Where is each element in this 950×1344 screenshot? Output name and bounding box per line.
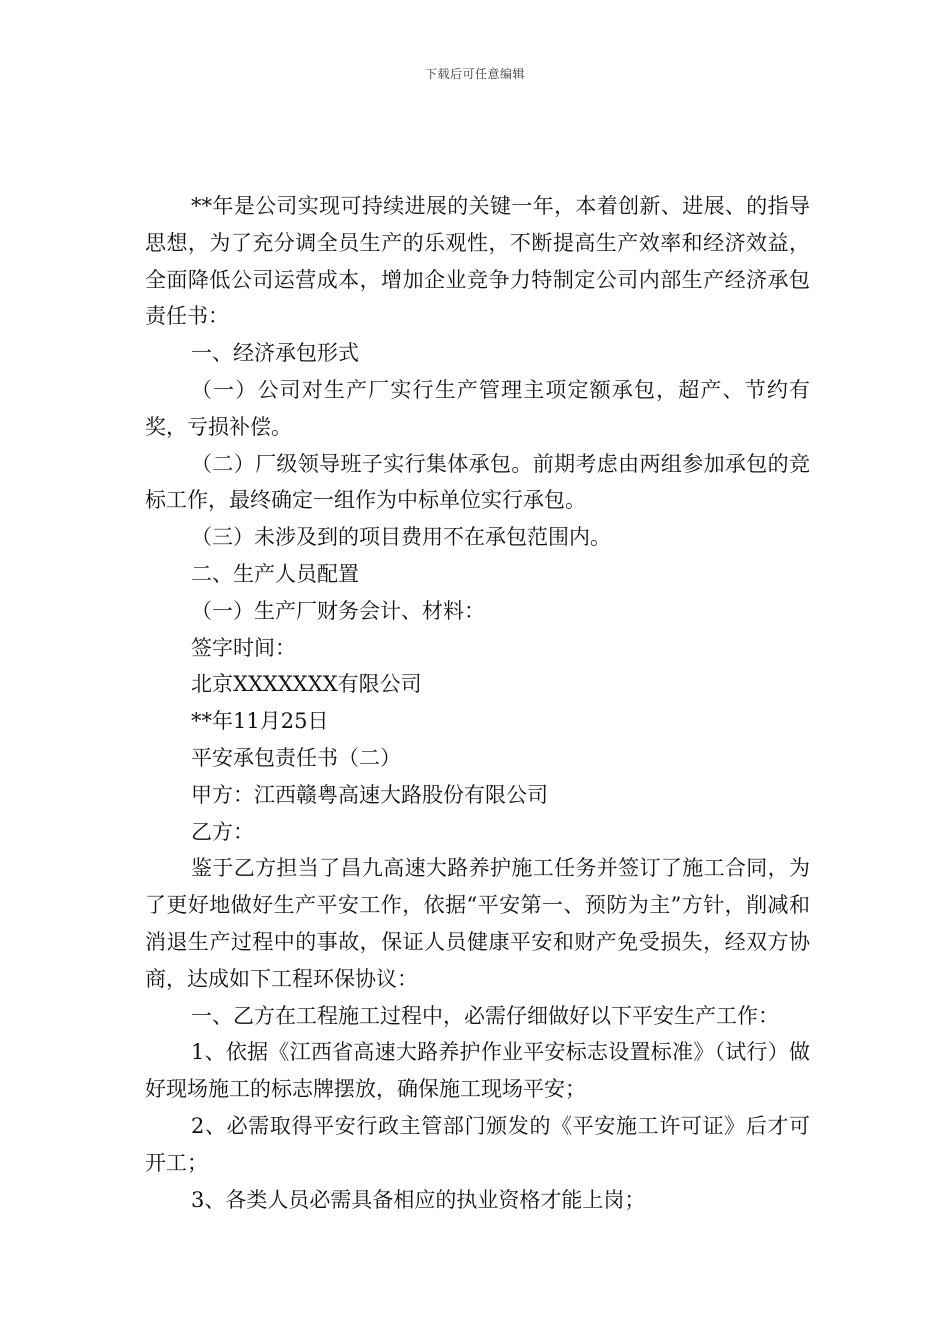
party-a: 甲方：江西赣粤高速大路股份有限公司	[191, 782, 548, 807]
document-body	[145, 188, 810, 1218]
paragraph-item-1-3: （三）未涉及到的项目费用不在承包范围内。	[191, 525, 611, 550]
document-title-2: 平安承包责任书（二）	[191, 745, 401, 770]
document-date: **年11月25日	[191, 709, 329, 734]
paragraph-intro: **年是公司实现可持续进展的关键一年，本着创新、进展、的指导思想，为了充分调全员生产的乐观性，不断提高生产效率和经济效益，全面降低公司运营成本，增加企业竞争力特制定公司内部生产经济承包责任书：	[145, 194, 810, 329]
paragraph-item-1-1: （一）公司对生产厂实行生产管理主项定额承包，超产、节约有奖，亏损补偿。	[145, 377, 810, 439]
clause-1: 1、依据《江西省高速大路养护作业平安标志设置标准》（试行）做好现场施工的标志牌摆放，确保施工现场平安；	[145, 1040, 810, 1102]
party-b: 乙方：	[191, 819, 254, 844]
paragraph-agreement: 鉴于乙方担当了昌九高速大路养护施工任务并签订了施工合同，为了更好地做好生产平安工作，依据“平安第一、预防为主”方针，削减和消退生产过程中的事故，保证人员健康平安和财产免受损失，经双方协商，达成如下工程环保协议：	[145, 856, 810, 991]
section-heading-3: 一、乙方在工程施工过程中，必需仔细做好以下平安生产工作：	[191, 1003, 779, 1028]
clause-3: 3、各类人员必需具备相应的执业资格才能上岗；	[191, 1187, 646, 1212]
clause-2: 2、必需取得平安行政主管部门颁发的《平安施工许可证》后才可开工；	[145, 1113, 810, 1175]
page-header-note: 下载后可任意编辑	[424, 67, 525, 81]
paragraph-item-2-1: （一）生产厂财务会计、材料：	[191, 598, 485, 623]
company-name: 北京XXXXXXX有限公司	[191, 672, 422, 697]
section-heading-2: 二、生产人员配置	[191, 561, 359, 586]
section-heading-1: 一、经济承包形式	[191, 341, 359, 366]
signature-time: 签字时间：	[191, 635, 296, 660]
paragraph-item-1-2: （二）厂级领导班子实行集体承包。前期考虑由两组参加承包的竞标工作，最终确定一组作为中标单位实行承包。	[145, 451, 810, 513]
